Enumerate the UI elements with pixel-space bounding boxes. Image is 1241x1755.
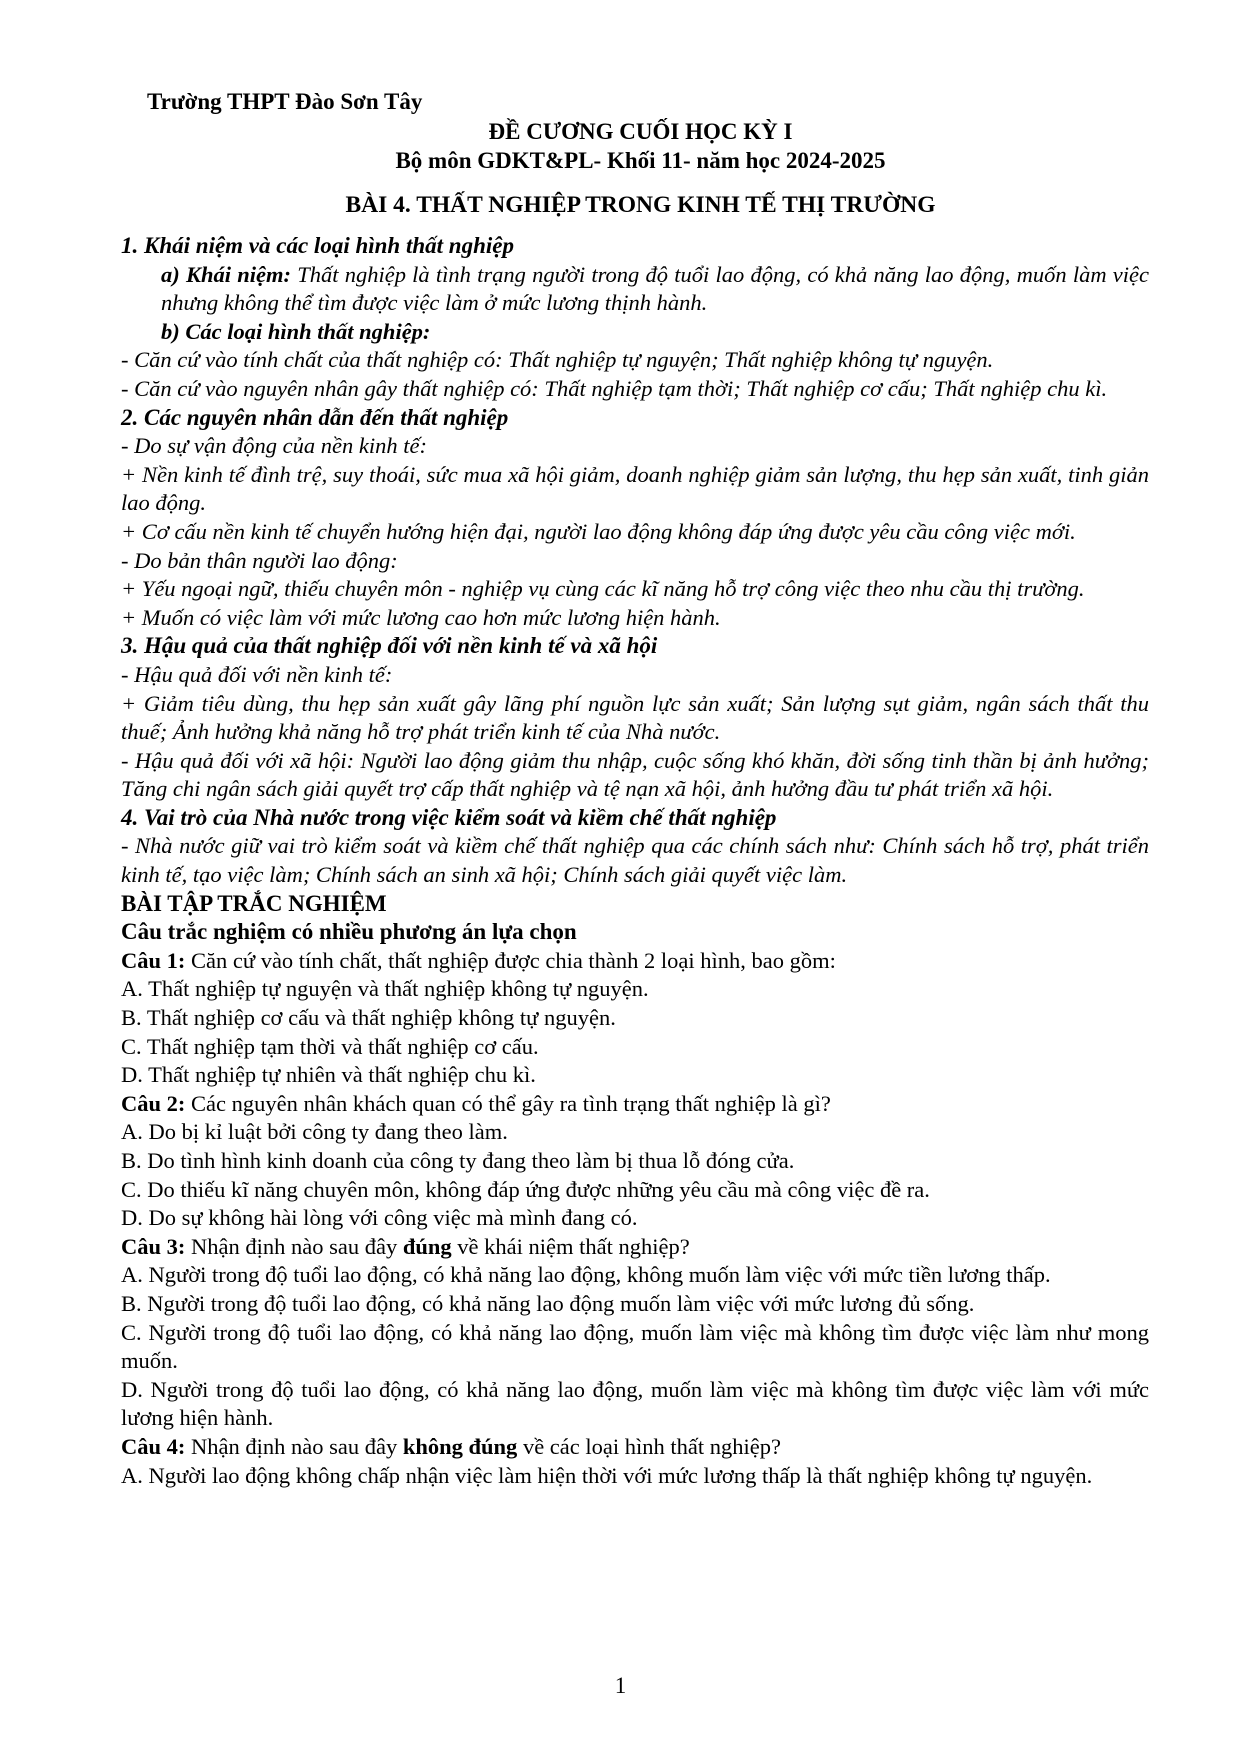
question-text-end: về khái niệm thất nghiệp? [451, 1233, 690, 1259]
section-heading: 2. Các nguyên nhân dẫn đến thất nghiệp [121, 404, 509, 430]
section-heading: 4. Vai trò của Nhà nước trong việc kiểm soát và kiềm chế thất nghiệp [121, 804, 777, 830]
lesson-title: BÀI 4. THẤT NGHIỆP TRONG KINH TẾ THỊ TRƯỜNG [345, 192, 936, 218]
text-line: - Căn cứ vào nguyên nhân gây thất nghiệp có: Thất nghiệp tạm thời; Thất nghiệp cơ cấu; Thất nghiệp chu kì. [121, 375, 1108, 401]
answer-option: A. Người lao động không chấp nhận việc làm hiện thời với mức lương thấp là thất nghiệp không tự nguyện. [121, 1462, 1093, 1488]
question-text: Nhận định nào sau đây [185, 1433, 403, 1459]
section-heading: 3. Hậu quả của thất nghiệp đối với nền kinh tế và xã hội [121, 633, 658, 659]
text-line: - Nhà nước giữ vai trò kiểm soát và kiềm chế thất nghiệp qua các chính sách như: Chính sách hỗ trợ, phát triển kinh tế, tạo việc làm; Chính sách an sinh xã hội; Chính sách giải quyết việc làm. [121, 833, 1149, 888]
answer-option: C. Do thiếu kĩ năng chuyên môn, không đáp ứng được những yêu cầu mà công việc đề ra. [121, 1176, 930, 1202]
definition-text: Thất nghiệp là tình trạng người trong độ tuổi lao động, có khả năng lao động, muốn làm việc nhưng không thể tìm được việc làm ở mức lương thịnh hành. [161, 261, 1150, 316]
text-line: + Yếu ngoại ngữ, thiếu chuyên môn - nghiệp vụ cùng các kĩ năng hỗ trợ công việc theo nhu cầu thị trường. [121, 576, 1085, 602]
question-2 [121, 1090, 1149, 1119]
answer-option: B. Thất nghiệp cơ cấu và thất nghiệp không tự nguyện. [121, 1005, 616, 1031]
exercises-subheading: Câu trắc nghiệm có nhiều phương án lựa chọn [121, 919, 577, 945]
question-text: Các nguyên nhân khách quan có thể gây ra tình trạng thất nghiệp là gì? [185, 1090, 831, 1116]
document-body [121, 232, 1149, 1490]
definition-paragraph [121, 261, 1149, 318]
page-number: 1 [614, 1673, 627, 1698]
answer-option: D. Do sự không hài lòng với công việc mà mình đang có. [121, 1205, 638, 1231]
answer-option: D. Người trong độ tuổi lao động, có khả năng lao động, muốn làm việc mà không tìm được việc làm với mức lương hiện hành. [121, 1376, 1149, 1431]
text-line: - Căn cứ vào tính chất của thất nghiệp có: Thất nghiệp tự nguyện; Thất nghiệp không tự nguyện. [121, 347, 994, 373]
answer-option: C. Người trong độ tuổi lao động, có khả năng lao động, muốn làm việc mà không tìm được việc làm như mong muốn. [121, 1319, 1149, 1374]
question-label: Câu 3: [121, 1233, 186, 1259]
text-line: - Do bản thân người lao động: [121, 547, 398, 573]
answer-option: C. Thất nghiệp tạm thời và thất nghiệp cơ cấu. [121, 1033, 539, 1059]
question-3 [121, 1233, 1149, 1262]
text-line: - Hậu quả đối với nền kinh tế: [121, 661, 393, 687]
question-label: Câu 1: [121, 947, 186, 973]
school-name: Trường THPT Đào Sơn Tây [147, 89, 423, 114]
section-heading: 1. Khái niệm và các loại hình thất nghiệp [121, 233, 514, 258]
document-title: ĐỀ CƯƠNG CUỐI HỌC KỲ I [488, 119, 793, 144]
answer-option: A. Thất nghiệp tự nguyện và thất nghiệp không tự nguyện. [121, 976, 649, 1002]
answer-option: B. Do tình hình kinh doanh của công ty đang theo làm bị thua lỗ đóng cửa. [121, 1148, 795, 1173]
question-text: Nhận định nào sau đây [185, 1233, 403, 1259]
text-line: + Muốn có việc làm với mức lương cao hơn mức lương hiện hành. [121, 604, 721, 630]
subsection-heading: b) Các loại hình thất nghiệp: [161, 318, 431, 344]
definition-label: a) Khái niệm: [161, 261, 291, 287]
question-text-end: về các loại hình thất nghiệp? [517, 1433, 781, 1459]
document-subtitle: Bộ môn GDKT&PL- Khối 11- năm học 2024-2025 [395, 148, 886, 173]
answer-option: B. Người trong độ tuổi lao động, có khả năng lao động muốn làm việc với mức lương đủ sống. [121, 1290, 975, 1316]
question-text: Căn cứ vào tính chất, thất nghiệp được chia thành 2 loại hình, bao gồm: [185, 947, 836, 973]
question-emphasis: không đúng [402, 1433, 518, 1459]
question-label: Câu 4: [121, 1433, 186, 1459]
text-line: - Hậu quả đối với xã hội: Người lao động giảm thu nhập, cuộc sống khó khăn, đời sống tinh thần bị ảnh hưởng; Tăng chi ngân sách giải quyết trợ cấp thất nghiệp và tệ nạn xã hội, ảnh hưởng đầu tư phát triển xã hội. [121, 747, 1149, 802]
text-line: + Giảm tiêu dùng, thu hẹp sản xuất gây lãng phí nguồn lực sản xuất; Sản lượng sụt giảm, ngân sách thất thu thuế; Ảnh hưởng khả năng hỗ trợ phát triển kinh tế của Nhà nước. [121, 690, 1149, 745]
answer-option: D. Thất nghiệp tự nhiên và thất nghiệp chu kì. [121, 1062, 536, 1088]
text-line: + Cơ cấu nền kinh tế chuyển hướng hiện đại, người lao động không đáp ứng được yêu cầu công việc mới. [121, 518, 1076, 544]
question-4 [121, 1433, 1149, 1462]
text-line: - Do sự vận động của nền kinh tế: [121, 433, 427, 459]
question-1 [121, 947, 1149, 976]
text-line: + Nền kinh tế đình trệ, suy thoái, sức mua xã hội giảm, doanh nghiệp giảm sản lượng, thu hẹp sản xuất, tinh giản lao động. [121, 461, 1149, 516]
question-emphasis: đúng [402, 1233, 452, 1259]
question-label: Câu 2: [121, 1090, 186, 1116]
answer-option: A. Người trong độ tuổi lao động, có khả năng lao động, không muốn làm việc với mức tiền lương thấp. [121, 1262, 1051, 1288]
answer-option: A. Do bị kỉ luật bởi công ty đang theo làm. [121, 1119, 508, 1145]
exercises-heading: BÀI TẬP TRẮC NGHIỆM [121, 890, 387, 916]
